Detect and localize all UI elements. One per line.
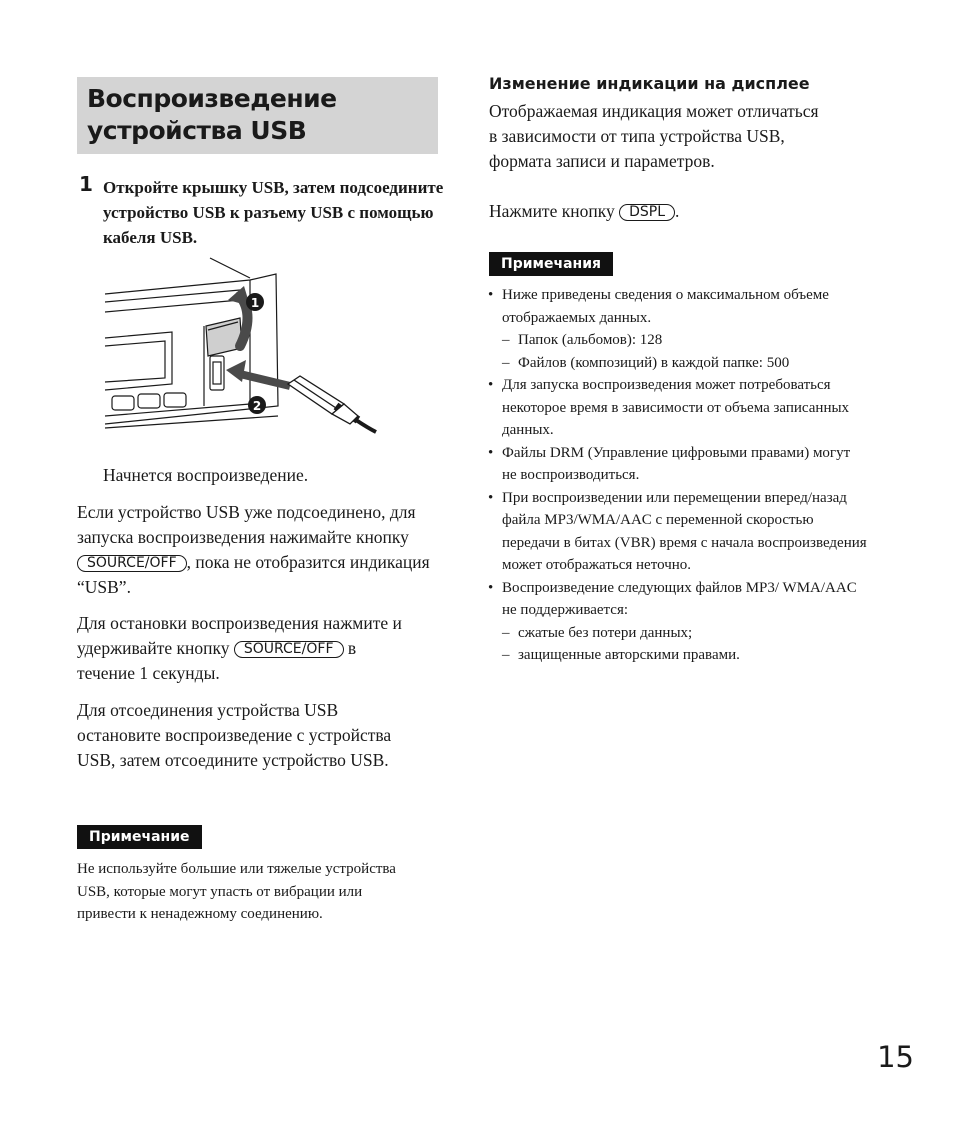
list-item: • При воспроизведении или перемещении вперед/назад файла MP3/WMA/AAC с переменной скоростью передачи в битах (VBR) время с начала воспроизведения может отображаться неточно. [488, 487, 868, 577]
page-number: 15 [877, 1040, 914, 1074]
paragraph-text: . [675, 201, 680, 221]
disconnect-usb-paragraph: Для отсоединения устройства USB остановите воспроизведение с устройства USB, затем отсоедините устройство USB. [77, 700, 392, 770]
notes-label: Примечания [489, 252, 613, 276]
paragraph-text: Если устройство USB уже подсоединено, для запуска воспроизведения нажимайте кнопку [77, 502, 416, 547]
source-off-button-label: SOURCE/OFF [77, 555, 187, 572]
list-item: • Ниже приведены сведения о максимальном объеме отображаемых данных. [488, 284, 868, 329]
dspl-button-label: DSPL [619, 204, 675, 221]
display-change-paragraph: Отображаемая индикация может отличаться в зависимости от типа устройства USB, формата записи и параметров. [489, 101, 819, 171]
playback-starts-text: Начнется воспроизведение. [103, 465, 309, 485]
list-item: • Воспроизведение следующих файлов MP3/ WMA/AAC не поддерживается: [488, 577, 868, 622]
press-dspl-line [489, 199, 679, 224]
list-item: – Папок (альбомов): 128 [488, 329, 868, 352]
display-change-heading: Изменение индикации на дисплее [489, 74, 810, 93]
list-item: • Файлы DRM (Управление цифровыми правами) могут не воспроизводиться. [488, 442, 868, 487]
stop-playback-paragraph [77, 611, 407, 686]
page-title: Воспроизведение устройства USB [87, 84, 337, 145]
paragraph-text: Нажмите кнопку [489, 201, 620, 221]
usb-connection-illustration [100, 256, 380, 436]
usb-plug [288, 376, 358, 424]
paragraph-text: в течение 1 секунды. [77, 638, 357, 683]
section-title-box [77, 77, 438, 154]
notes-list [488, 284, 868, 667]
paragraph-text: Для остановки воспроизведения нажмите и удерживайте кнопку [77, 613, 402, 658]
step-instruction: Откройте крышку USB, затем подсоедините устройство USB к разъему USB с помощью кабеля USB. [103, 178, 444, 247]
connected-usb-paragraph [77, 500, 447, 600]
list-item: – сжатые без потери данных; [488, 622, 868, 645]
note-text: Не используйте большие или тяжелые устройства USB, которые могут упасть от вибрации или привести к ненадежному соединению. [77, 861, 396, 922]
paragraph-text: , пока не отобразится индикация “USB”. [77, 552, 430, 597]
callout-1-label: 1 [250, 296, 260, 310]
insert-cable-arrow [240, 374, 290, 386]
source-off-button-label: SOURCE/OFF [234, 641, 344, 658]
step-number: 1 [79, 172, 93, 196]
note-label: Примечание [77, 825, 202, 849]
list-item: – защищенные авторскими правами. [488, 644, 868, 667]
list-item: • Для запуска воспроизведения может потребоваться некоторое время в зависимости от объема записанных данных. [488, 374, 868, 442]
callout-2-label: 2 [252, 399, 262, 413]
list-item: – Файлов (композиций) в каждой папке: 500 [488, 352, 868, 375]
